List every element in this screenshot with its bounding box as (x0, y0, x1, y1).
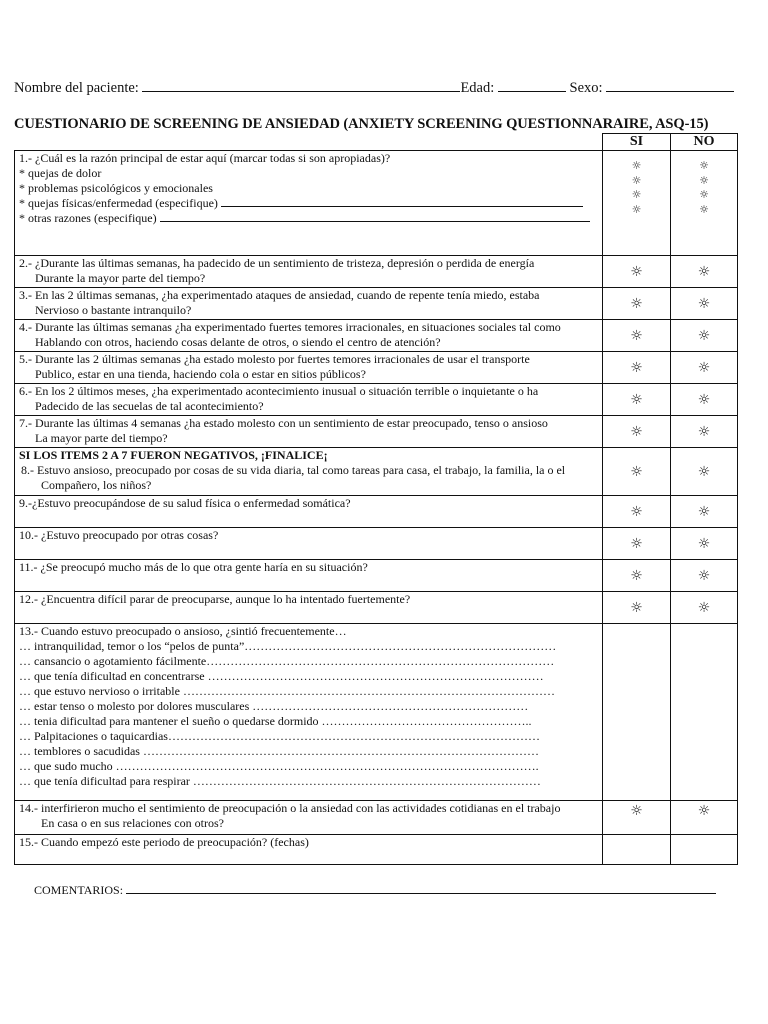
question-row-6: 6.- En los 2 últimos meses, ¿ha experimentado acontecimiento inusual o situación terrible o inquietante o ha Padecido de las secuelas de tal acontecimiento? ☼ ☼ (15, 384, 738, 416)
q4-yes-circle-icon[interactable]: ☼ (630, 327, 643, 344)
q13-no-cell (671, 624, 738, 801)
sex-label: Sexo: (569, 80, 603, 96)
q12-no-circle-icon[interactable]: ☼ (697, 599, 711, 616)
q13-symptom: … temblores o sacudidas ……………………………………………………………………………………… (19, 744, 539, 758)
question-row-2: 2.- ¿Durante las últimas semanas, ha padecido de un sentimiento de tristeza, depresión o perdida de energía Durante la mayor parte del tiempo? ☼ ☼ (15, 256, 738, 288)
q1-option-psych: * problemas psicológicos y emocionales (19, 181, 213, 195)
question-row-5: 5.- Durante las 2 últimas semanas ¿ha estado molesto por fuertes temores irracionales de usar el transporte Publico, estar en una tienda, haciendo cola o estar en sitios públicos? ☼ ☼ (15, 352, 738, 384)
q1-no-option-4-circle-icon[interactable]: ☼ (699, 202, 709, 216)
q9-yes-circle-icon[interactable]: ☼ (630, 503, 643, 520)
column-header-no: NO (671, 134, 738, 151)
question-row-8: SI LOS ITEMS 2 A 7 FUERON NEGATIVOS, ¡FINALICE¡ 8.- Estuvo ansioso, preocupado por cosas de su vida diaria, tal como tareas para casa, el trabajo, la familia, la o el Compañero, los niños? ☼ ☼ (15, 448, 738, 496)
q11-no-circle-icon[interactable]: ☼ (697, 567, 711, 584)
q1-yes-option-4-circle-icon[interactable]: ☼ (631, 202, 642, 216)
question-row-3: 3.- En las 2 últimas semanas, ¿ha experimentado ataques de ansiedad, cuando de repente tenía miedo, estaba Nervioso o bastante intranquilo? ☼ ☼ (15, 288, 738, 320)
question-row-7: 7.- Durante las últimas 4 semanas ¿ha estado molesto con un sentimiento de estar preocupado, tenso o ansioso La mayor parte del tiempo? ☼ ☼ (15, 416, 738, 448)
q1-physical-specify-line[interactable] (221, 196, 583, 207)
comments-label: COMENTARIOS: (34, 883, 124, 897)
comments-section (34, 882, 716, 898)
q1-no-marks (671, 151, 738, 256)
q13-symptom: … estar tenso o molesto por dolores musculares …………………………………………………………… (19, 699, 529, 713)
q1-yes-marks (603, 151, 671, 256)
question-row-11: 11.- ¿Se preocupó mucho más de lo que otra gente haría en su situación? ☼ ☼ (15, 560, 738, 592)
q13-symptom: … que estuvo nervioso o irritable ………………………………………………………………………………… (19, 684, 555, 698)
patient-header (14, 79, 734, 97)
q11-yes-circle-icon[interactable]: ☼ (630, 567, 643, 584)
question-row-10: 10.- ¿Estuvo preocupado por otras cosas? ☼ ☼ (15, 528, 738, 560)
finalize-instruction: SI LOS ITEMS 2 A 7 FUERON NEGATIVOS, ¡FINALICE¡ (19, 448, 328, 462)
q10-yes-circle-icon[interactable]: ☼ (630, 535, 643, 552)
q1-no-option-3-circle-icon[interactable]: ☼ (699, 188, 709, 201)
patient-name-label: Nombre del paciente: (14, 80, 139, 96)
q1-option-other: * otras razones (especifique) (19, 211, 598, 226)
age-field[interactable] (498, 79, 566, 92)
question-row-12: 12.- ¿Encuentra difícil parar de preocuparse, aunque lo ha intentado fuertemente? ☼ ☼ (15, 592, 738, 624)
question-row-1 (15, 151, 738, 256)
q6-yes-circle-icon[interactable]: ☼ (630, 391, 643, 408)
q14-yes-circle-icon[interactable]: ☼ (630, 803, 643, 819)
q9-no-circle-icon[interactable]: ☼ (697, 503, 711, 520)
comments-line[interactable] (126, 882, 716, 894)
question-row-9: 9.-¿Estuvo preocupándose de su salud física o enfermedad somática? ☼ ☼ (15, 496, 738, 528)
q4-no-circle-icon[interactable]: ☼ (697, 327, 711, 344)
q1-no-option-1-circle-icon[interactable]: ☼ (699, 159, 709, 172)
q2-no-circle-icon[interactable]: ☼ (697, 263, 711, 280)
column-header-row (15, 134, 738, 151)
q2-yes-circle-icon[interactable]: ☼ (630, 263, 643, 280)
patient-name-field[interactable] (142, 79, 460, 92)
column-header-si: SI (603, 134, 671, 151)
age-label: Edad: (460, 80, 495, 96)
question-row-13 (15, 624, 738, 801)
q8-no-circle-icon[interactable]: ☼ (697, 463, 711, 480)
q5-yes-circle-icon[interactable]: ☼ (630, 359, 643, 376)
q3-yes-circle-icon[interactable]: ☼ (630, 295, 643, 312)
q13-symptom: … intranquilidad, temor o los “pelos de punta”…………………………………………………………………… (19, 639, 557, 653)
q15-no-cell[interactable] (671, 835, 738, 865)
q1-yes-option-3-circle-icon[interactable]: ☼ (631, 188, 642, 201)
question-row-14: 14.- interfirieron mucho el sentimiento de preocupación o la ansiedad con las actividades cotidianas en el trabajo En casa o en sus relaciones con otros? ☼ ☼ (15, 801, 738, 835)
q13-symptom: … Palpitaciones o taquicardias………………………………………………………………………………… (19, 729, 540, 743)
q13-symptom: … tenia dificultad para mantener el sueño o quedarse dormido …………………………………………….. (19, 714, 532, 728)
q13-yes-cell (603, 624, 671, 801)
q13-symptom: … que tenía dificultad para respirar …………………………………………………………………………… (19, 774, 541, 788)
q7-yes-circle-icon[interactable]: ☼ (630, 423, 643, 440)
q12-yes-circle-icon[interactable]: ☼ (630, 599, 643, 616)
q1-no-option-2-circle-icon[interactable]: ☼ (699, 173, 709, 187)
q1-yes-option-2-circle-icon[interactable]: ☼ (631, 173, 642, 187)
question-13-text: 13.- Cuando estuvo preocupado o ansioso, ¿sintió frecuentemente… (19, 624, 347, 638)
q8-yes-circle-icon[interactable]: ☼ (630, 463, 643, 480)
q14-no-circle-icon[interactable]: ☼ (697, 803, 711, 819)
question-row-15: 15.- Cuando empezó este periodo de preocupación? (fechas) (15, 835, 738, 865)
q1-other-specify-line[interactable] (160, 211, 590, 222)
q1-option-pain: * quejas de dolor (19, 166, 102, 180)
q6-no-circle-icon[interactable]: ☼ (697, 391, 711, 408)
document-title: CUESTIONARIO DE SCREENING DE ANSIEDAD (ANXIETY SCREENING QUESTIONNARAIRE, ASQ-15) (14, 116, 709, 132)
q15-yes-cell[interactable] (603, 835, 671, 865)
sex-field[interactable] (606, 79, 734, 92)
q1-option-physical: * quejas físicas/enfermedad (especifique) (19, 196, 598, 211)
q10-no-circle-icon[interactable]: ☼ (697, 535, 711, 552)
q13-symptom: … que sudo mucho ……………………………………………………………………………………………. (19, 759, 539, 773)
q3-no-circle-icon[interactable]: ☼ (697, 295, 711, 312)
q1-yes-option-1-circle-icon[interactable]: ☼ (631, 159, 642, 172)
question-1-text: 1.- ¿Cuál es la razón principal de estar aquí (marcar todas si son apropiadas)? (19, 151, 391, 165)
q13-symptom: … que tenía dificultad en concentrarse ………………………………………………………………………… (19, 669, 544, 683)
q5-no-circle-icon[interactable]: ☼ (697, 359, 711, 376)
questionnaire-table (14, 133, 738, 865)
q13-symptom: … cansancio o agotamiento fácilmente…………………………………………………………………………… (19, 654, 555, 668)
q7-no-circle-icon[interactable]: ☼ (697, 423, 711, 440)
question-row-4: 4.- Durante las últimas semanas ¿ha experimentado fuertes temores irracionales, en situaciones sociales tal como Hablando con otros, haciendo cosas delante de otros, o siendo el centro de atención? ☼ ☼ (15, 320, 738, 352)
